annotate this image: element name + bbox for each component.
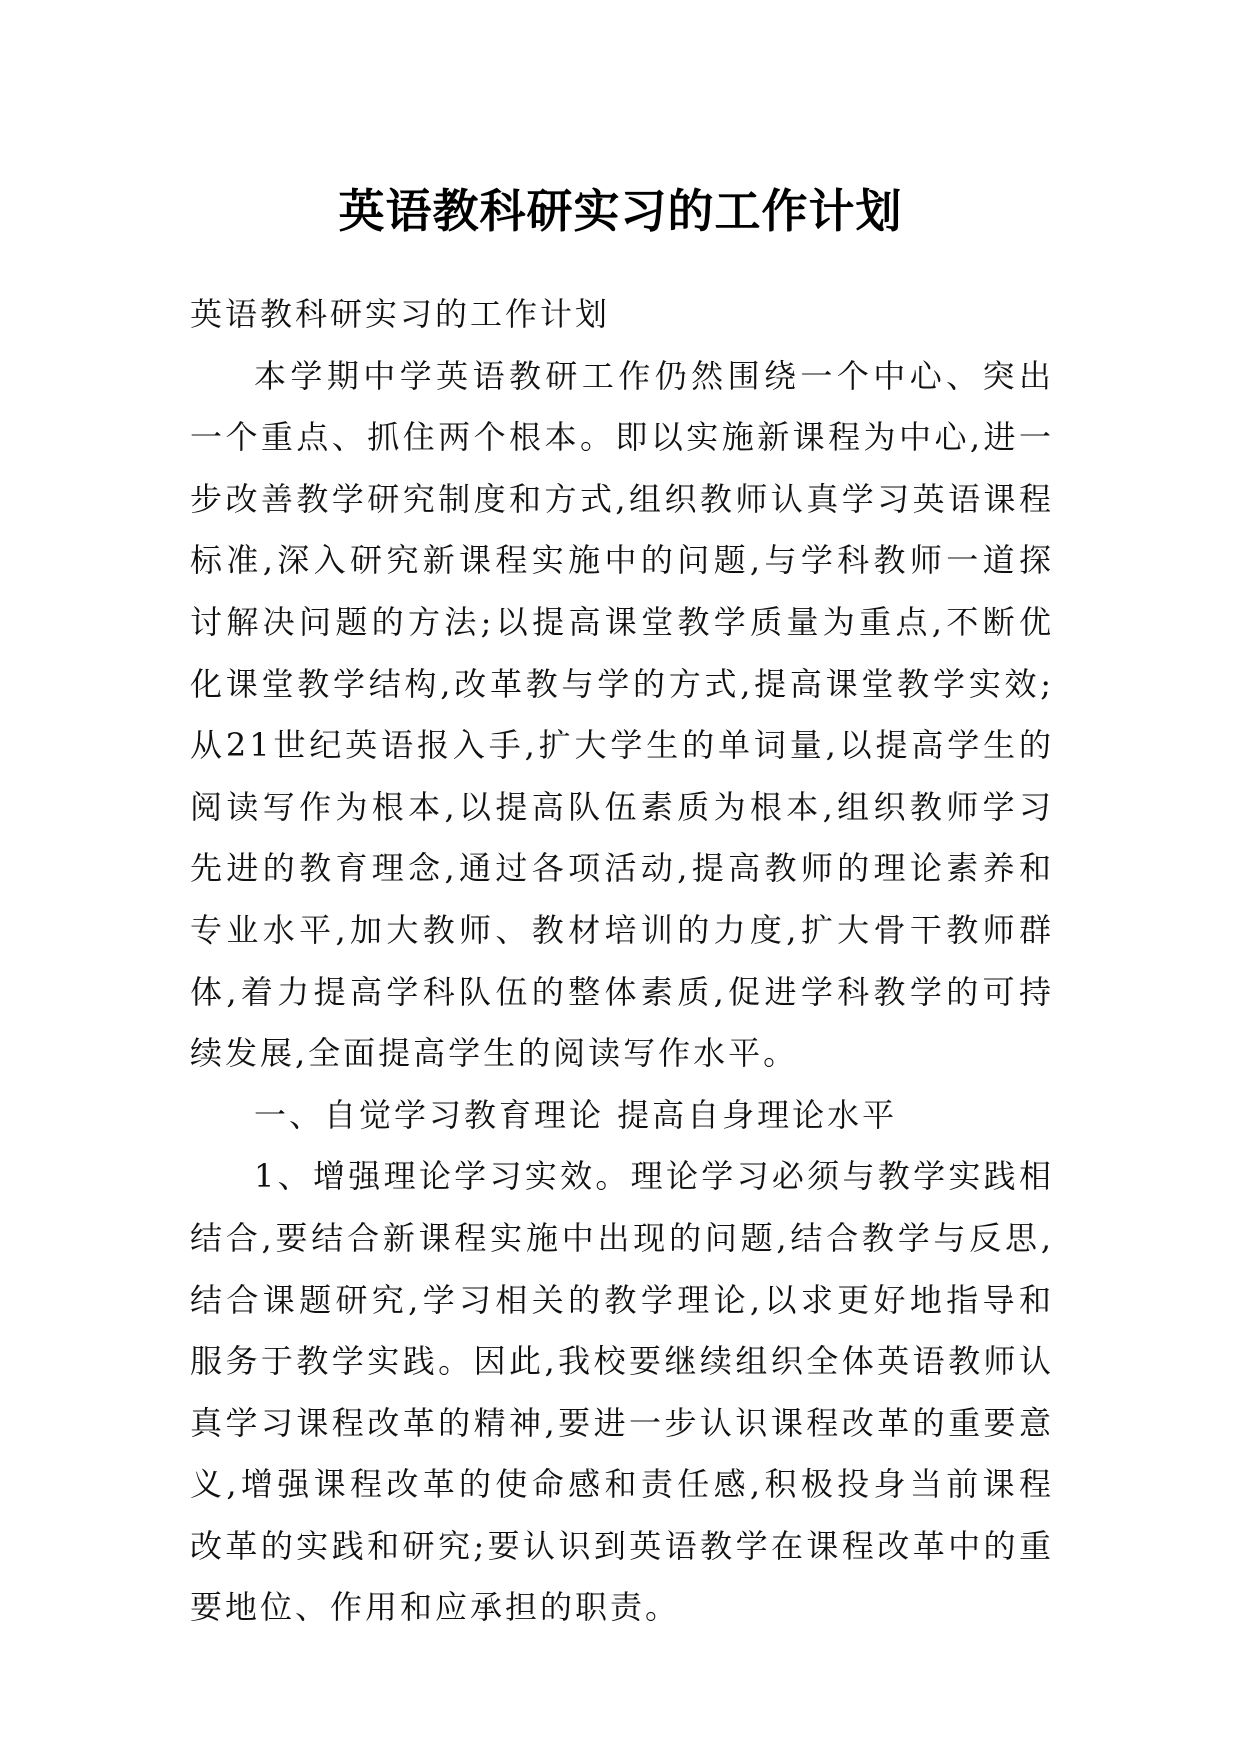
paragraph-theory-study: 1、增强理论学习实效。理论学习必须与教学实践相结合,要结合新课程实施中出现的问题,结合教学与反思,结合课题研究,学习相关的教学理论,以求更好地指导和服务于教学实践。因此,我校要继续组织全体英语教师认真学习课程改革的精神,要进一步认识课程改革的重要意义,增强课程改革的使命感和责任感,积极投身当前课程改革的实践和研究;要认识到英语教学在课程改革中的重要地位、作用和应承担的职责。 — [190, 1157, 1054, 1627]
body-heading: 英语教科研实习的工作计划 — [190, 295, 611, 333]
paragraph-intro: 本学期中学英语教研工作仍然围绕一个中心、突出一个重点、抓住两个根本。即以实施新课程为中心,进一步改善教学研究制度和方式,组织教师认真学习英语课程标准,深入研究新课程实施中的问题,与学科教师一道探讨解决问题的方法;以提高课堂教学质量为重点,不断优化课堂教学结构,改革教与学的方式,提高课堂教学实效;从21世纪英语报入手,扩大学生的单词量,以提高学生的阅读写作为根本,以提高队伍素质为根本,组织教师学习先进的教育理念,通过各项活动,提高教师的理论素养和专业水平,加大教师、教材培训的力度,扩大骨干教师群体,着力提高学科队伍的整体素质,促进学科教学的可持续发展,全面提高学生的阅读写作水平。 — [190, 356, 1054, 1073]
document-body — [190, 284, 1054, 1639]
document-title: 英语教科研实习的工作计划 — [338, 183, 903, 238]
section-heading-1: 一、自觉学习教育理论 提高自身理论水平 — [254, 1095, 898, 1134]
